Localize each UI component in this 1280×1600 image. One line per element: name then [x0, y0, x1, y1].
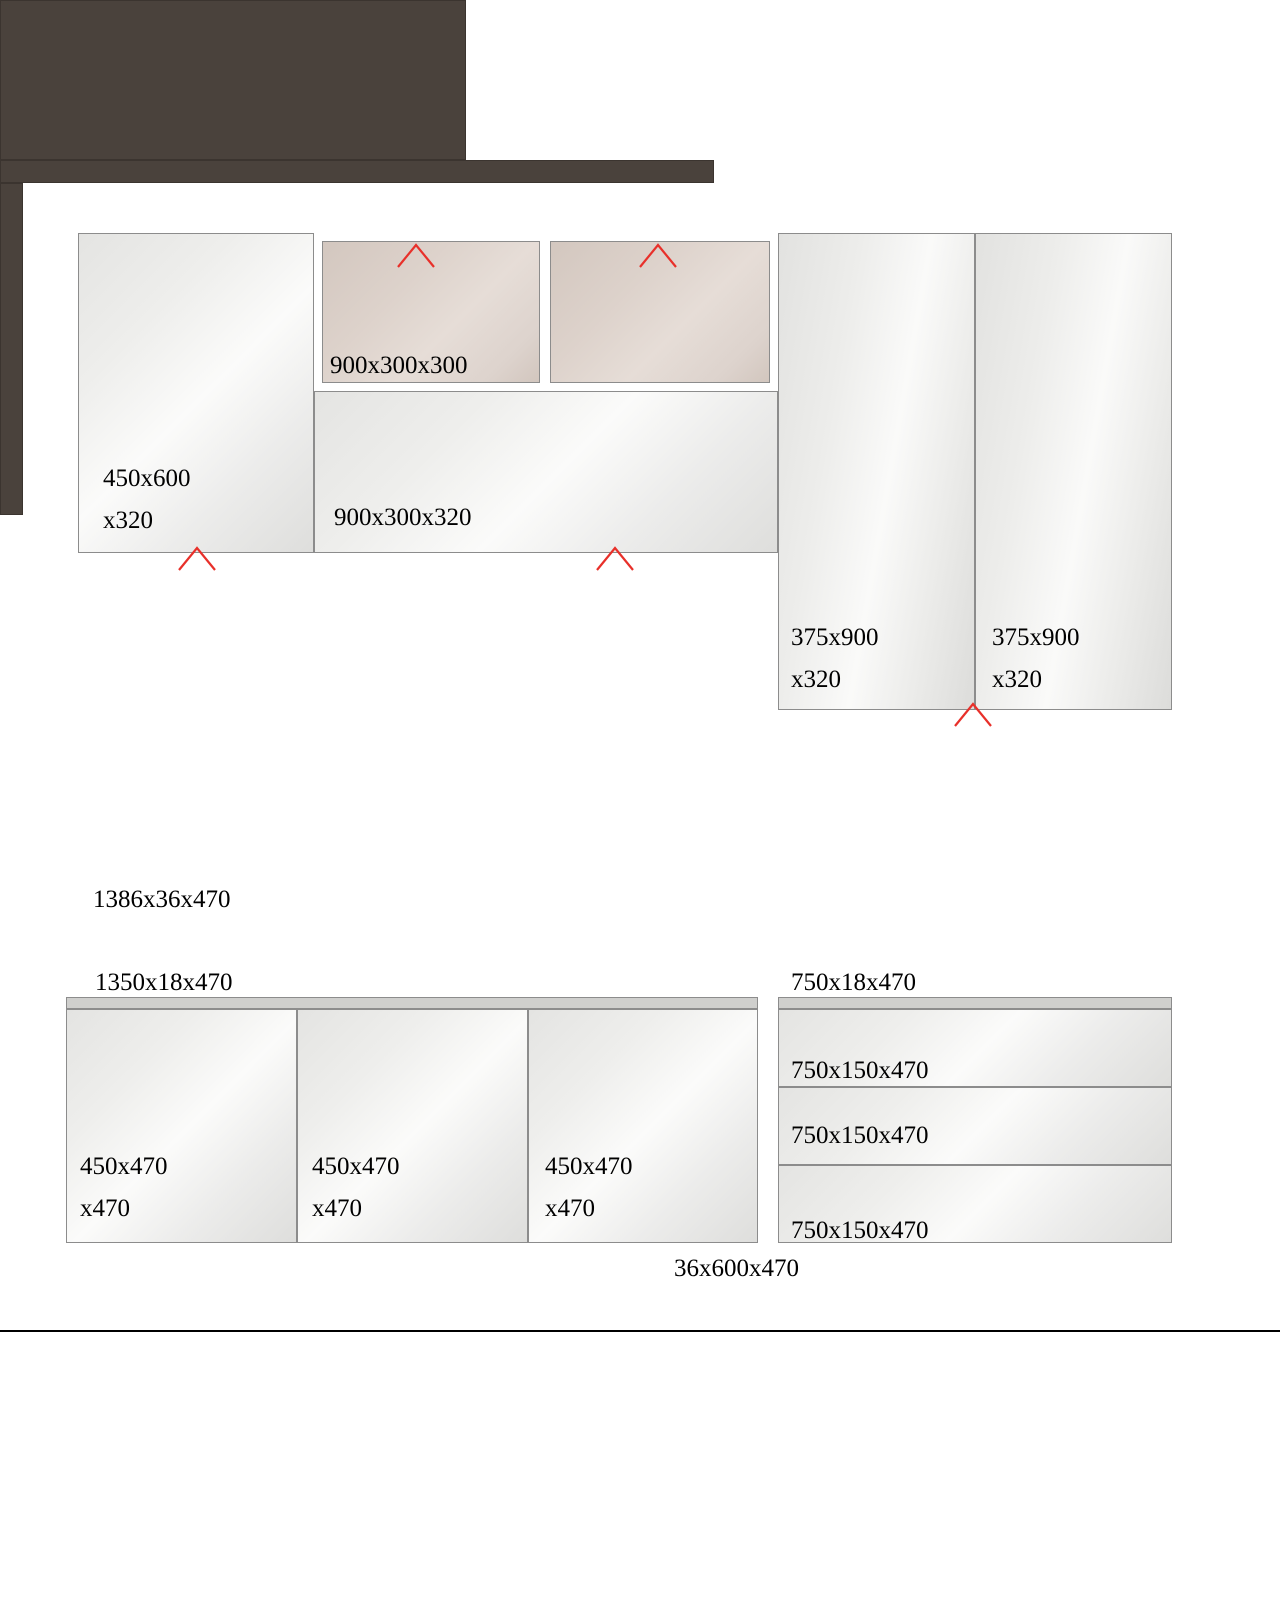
base-unit-1-label: 450x470 — [80, 1153, 168, 1180]
right-counter-750x18x470 — [778, 997, 1172, 1009]
hinge-arrow-glass-right-icon — [638, 243, 678, 269]
base-unit-2-label: 450x470 — [312, 1153, 400, 1180]
upper-tall-right-label: 375x900 — [992, 624, 1080, 651]
upper-tall-left-label-depth: x320 — [791, 666, 841, 693]
upper-unit-450x600-label: 450x600 — [103, 465, 191, 492]
upper-unit-900x300x320-label: 900x300x320 — [334, 504, 472, 531]
upper-tall-left-label: 375x900 — [791, 624, 879, 651]
upper-tall-right-label-depth: x320 — [992, 666, 1042, 693]
drawer-2-label: 750x150x470 — [791, 1122, 929, 1149]
drawer-3-label: 750x150x470 — [791, 1217, 929, 1244]
upper-unit-900x300x300-label: 900x300x300 — [330, 352, 468, 379]
hinge-arrow-glass-left-icon — [396, 243, 436, 269]
counter-label: 1350x18x470 — [95, 969, 233, 996]
hinge-arrow-unit-900-icon — [595, 546, 635, 572]
counter-1350x18x470 — [66, 997, 758, 1009]
upper-unit-450x600-label-depth: x320 — [103, 507, 153, 534]
top-bar-1386x36x470 — [0, 160, 714, 183]
right-counter-label: 750x18x470 — [791, 969, 916, 996]
top-bar-label: 1386x36x470 — [93, 886, 231, 913]
drawer-1-label: 750x150x470 — [791, 1057, 929, 1084]
hinge-arrow-unit-450-icon — [177, 546, 217, 572]
upper-glass-frame — [0, 0, 466, 160]
base-unit-3-label-depth: x470 — [545, 1195, 595, 1222]
base-unit-2-label-depth: x470 — [312, 1195, 362, 1222]
side-panel-36x600x470 — [0, 183, 23, 515]
side-panel-label: 36x600x470 — [674, 1255, 799, 1282]
base-unit-3-label: 450x470 — [545, 1153, 633, 1180]
hinge-arrow-tall-units-icon — [953, 702, 993, 728]
page-divider — [0, 1330, 1280, 1332]
base-unit-1-label-depth: x470 — [80, 1195, 130, 1222]
